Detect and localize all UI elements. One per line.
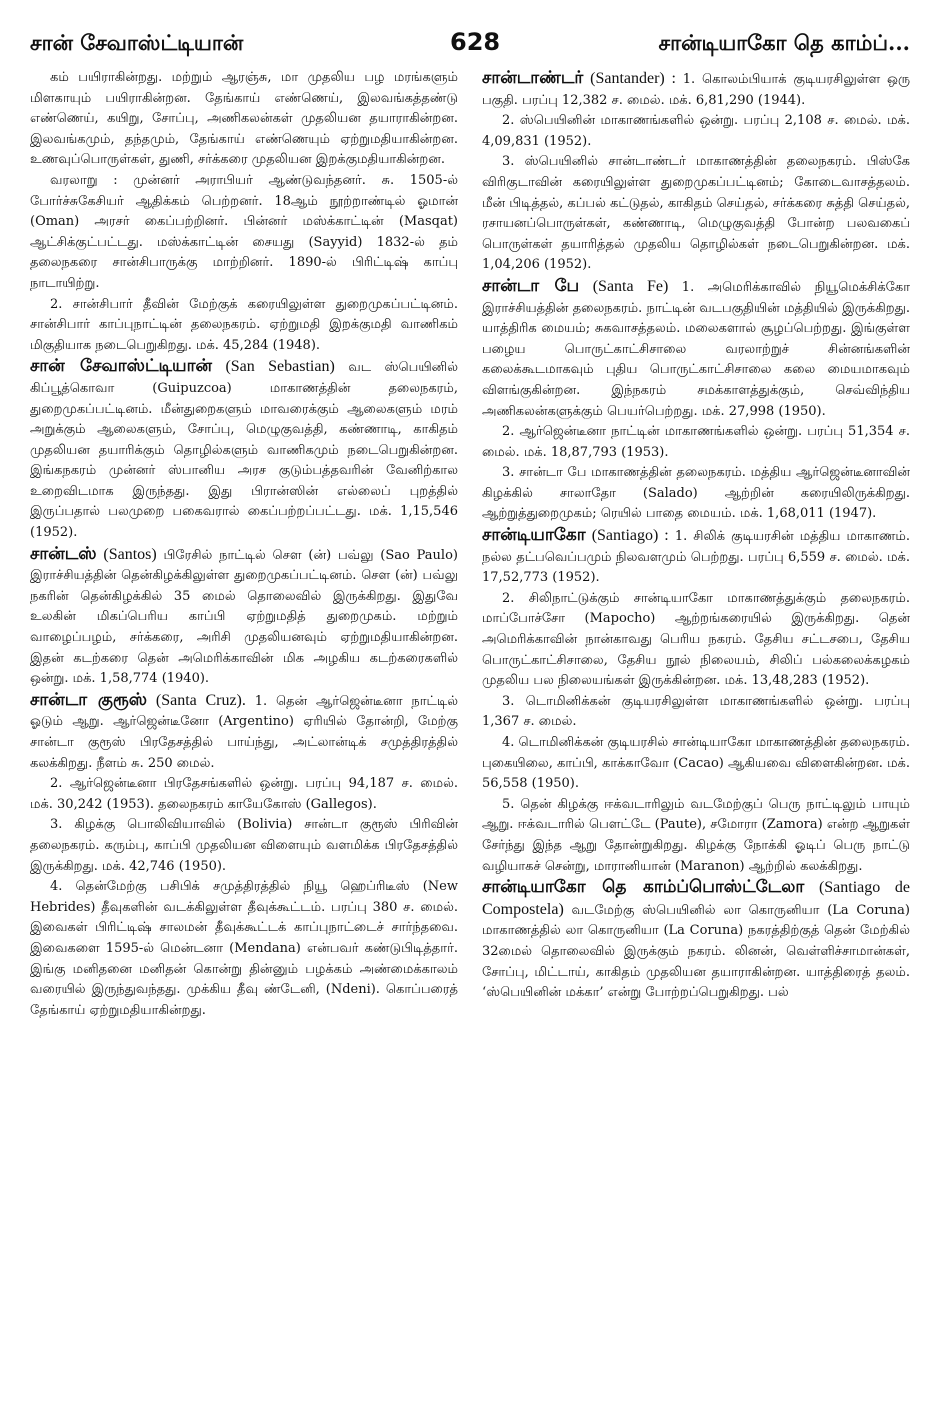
body-paragraph: 2. ஆர்ஜென்டீனா பிரதேசங்களில் ஒன்று. பரப்பு 94,187 ச. மைல். மக். 30,242 (1953). தலைநகரம் காயேகோஸ் (Gallegos). — [30, 776, 458, 812]
body-paragraph: 4. தென்மேற்கு பசிபிக் சமுத்திரத்தில் நியூ ஹெப்ரிடீஸ் (New Hebrides) தீவுகளின் வடக்கிலுள்ள தீவுக்கூட்டம். பரப்பு 380 ச. மைல். இவைகள் பிரிட்டிஷ் சாலமன் தீவுக்கூட்டக் காப்புநாட்டைச் சார்ந்தவை. இவைகளை 1595-ல் மென்டனா (Mendana) என்பவர் கண்டுபிடித்தார். இங்கு மனிதனை மனிதன் கொன்று தின்னும் பழக்கம் அண்மைக்காலம் வரையில் இருந்துவந்தது. முக்கிய தீவு ண்டேனி, (Ndeni). கொப்பரைத் தேங்காய் ஏற்றுமதியாகின்றது. — [30, 879, 458, 1018]
body-paragraph: 2. சிலிநாட்டுக்கும் சான்டியாகோ மாகாணத்துக்கும் தலைநகரம். மாப்போச்சோ (Mapocho) ஆற்றங்கரையில் இருக்கிறது. தென் அமெரிக்காவின் நான்காவது பெரிய நகரம். தேசிய சட்டசபை, தேசிய பொருட்காட்சிசாலை, தேசிய நூல் நிலையம், சிலிப் பல்கலைக்கழகம் முதலிய பல நிலையங்கள் இருக்கின்றன. மக். 13,48,283 (1952). — [482, 590, 910, 689]
page-header — [30, 26, 910, 66]
entry-body-text: வட ஸ்பெயினில் கிப்பூத்கொவா (Guipuzcoa) மாகாணத்தின் தலைநகரம், துறைமுகப்பட்டினம். மீன்துறைகளும் மாவரைக்கும் ஆலைகளும் மரம் அறுக்கும் ஆலைகளும், சோப்பு, மெழுகுவத்தி, கண்ணாடி, காகிதம் முதலியன தயாரிக்கும் தொழில்களும் வாணிகமும் நடைபெறுகின்றன. இங்கநகரம் முன்னர் ஸ்பானிய அரச குடும்பத்தவரின் வேனிற்கால உறைவிடமாக இருந்தது. இது பிரான்ஸின் எல்லைப் புறத்தில் இருப்பதால் பலமுறை பகைவரால் கைப்பற்றப்பட்டது. மக். 1,15,546 (1952). — [30, 360, 458, 541]
entry-headword-english: (Santa Cruz). — [155, 691, 246, 709]
body-paragraph: 5. தென் கிழக்கு ஈக்வடாரிலும் வடமேற்குப் பெரு நாட்டிலும் பாயும் ஆறு. ஈக்வடாரில் பௌட்டே (Paute), சமோரா (Zamora) என்ற ஆறுகள் சேர்ந்து இந்த ஆறு தோன்றுகிறது. கிழக்கு நோக்கி ஓடிப் பெரு நாட்டு வழியாகச் சென்று, மாரானியான் (Maranon) ஆற்றில் கலக்கிறது. — [482, 796, 910, 874]
entry-headword: சான்டா குரூஸ் — [30, 689, 148, 710]
body-paragraph: கம் பயிராகின்றது. மற்றும் ஆரஞ்சு, மா முதலிய பழ மரங்களும் மிளகாயும் பயிராகின்றன. தேங்காய் எண்ணெய், இலவங்கத்தண்டு எண்ணெய், கயிறு, சோப்பு, அணிகலன்கள் முதலியன தயாராகின்றன. இலவங்கமும், தந்தமும், தேங்காய் எண்ணெயும் ஏற்றுமதியாகின்றன. உணவுப்பொருள்கள், துணி, சர்க்கரை முதலியன இறக்குமதியாகின்றன. — [30, 70, 458, 168]
entry-headword-english: (San Sebastian) — [225, 358, 335, 376]
entry-headword-english: (Santander) : — [590, 70, 676, 87]
page-number: 628 — [450, 28, 501, 56]
body-paragraph: 2. சான்சிபார் தீவின் மேற்குக் கரையிலுள்ள துறைமுகப்பட்டினம். சான்சிபார் காப்புநாட்டின் தலைநகரம். ஏற்றுமதி இறக்குமதி வாணிகம் மிகுதியாக நடைபெறுகிறது. மக். 45,284 (1948). — [30, 296, 458, 353]
entry-headword: சான்டா பே — [482, 275, 580, 296]
entry-body-text: பிரேசில் நாட்டில் சௌ (ன்) பவ்லு (Sao Paulo) இராச்சியத்தின் தென்கிழக்கிலுள்ள துறைமுகப்பட்டினம். சௌ (ன்) பவ்லு நகரின் தென்கிழக்கில் 35 மைல் தொலைவில் இருக்கிறது. இதுவே உலகின் மிகப்பெரிய காப்பி ஏற்றுமதித் துறைமுகம். மற்றும் வாழைப்பழம், சர்க்கரை, அரிசி முதலியனவும் ஏற்றுமதியாகின்றன. இதன் கடற்கரை தென் அமெரிக்காவின் மிக அழகிய கடற்கரைகளில் ஒன்று. மக். 1,58,774 (1940). — [30, 547, 458, 687]
entry-headword-english: (Santiago de Compostela) — [482, 879, 910, 918]
body-paragraph: 2. ஸ்பெயினின் மாகாணங்களில் ஒன்று. பரப்பு 2,108 ச. மைல். மக். 4,09,831 (1952). — [482, 113, 910, 149]
entry-headword: சான்டியாகோ தெ காம்ப்பொஸ்ட்டேலா — [482, 877, 805, 898]
entry-body-text: 1. கொலம்பியாக் குடியரசிலுள்ள ஒரு பகுதி. பரப்பு 12,382 ச. மைல். மக். 6,81,290 (1944). — [482, 72, 910, 108]
body-paragraph: 3. டொமினிக்கன் குடியரசிலுள்ள மாகாணங்களில் ஒன்று. பரப்பு 1,367 ச. மைல். — [482, 693, 910, 730]
entry-paragraph — [30, 356, 458, 543]
entry-headword-english: (Santiago) : — [591, 527, 669, 545]
running-head-left: சான் சேவாஸ்ட்டியான் — [30, 30, 244, 55]
entry-headword: சான்டாண்டர் — [482, 68, 584, 88]
entry-paragraph — [30, 690, 458, 774]
body-paragraph: 3. சான்டா பே மாகாணத்தின் தலைநகரம். மத்திய ஆர்ஜென்டீனாவின் கிழக்கில் சாலாதோ (Salado) ஆற்றின் கரையிலிருக்கிறது. ஆற்றுத்துறைமுகம்; ரெயில் பாதை மையம். மக். 1,68,011 (1947). — [482, 465, 910, 522]
entry-paragraph — [482, 877, 910, 1004]
entry-headword: சான் சேவாஸ்ட்டியான் — [30, 356, 212, 377]
entry-paragraph — [482, 525, 910, 589]
entry-paragraph — [482, 276, 910, 422]
left-column — [30, 68, 458, 1021]
entry-paragraph — [482, 68, 910, 111]
running-head-right: சான்டியாகோ தெ காம்ப்... — [658, 30, 910, 55]
body-paragraph: வரலாறு : முன்னர் அராபியர் ஆண்டுவந்தனர். சு. 1505-ல் போர்ச்சுகேசியர் ஆதிக்கம் பெற்றனர். 18ஆம் நூற்றாண்டில் ஓமான் (Oman) அரசர் கைப்பற்றினர். பின்னர் மஸ்க்காட்டின் (Masqat) ஆட்சிக்குட்பட்டது. மஸ்க்காட்டின் சையது (Sayyid) 1832-ல் தம் தலைநகரை சான்சிபாருக்கு மாற்றினர். 1890-ல் பிரிட்டிஷ் காப்பு நாடாயிற்று. — [30, 172, 458, 291]
entry-headword: சான்டியாகோ — [482, 525, 586, 546]
entry-body-text: வடமேற்கு ஸ்பெயினில் லா கொருனியா (La Coruna) மாகாணத்தில் லா கொருனியா (La Coruna) நகரத்திற்குத் தென் மேற்கில் 32மைல் தொலைவில் இருக்கும் நகரம். லினன், வெள்ளிச்சாமான்கள், சோப்பு, மிட்டாய், காகிதம் முதலியன தயாராகின்றன. யாத்திரைத் தலம். ‘ஸ்பெயினின் மக்கா’ என்று போற்றப்பெறுகிறது. பல் — [482, 902, 910, 1001]
entry-headword-english: (Santa Fe) — [592, 277, 669, 295]
body-paragraph: 4. டொமினிக்கன் குடியரசில் சான்டியாகோ மாகாணத்தின் தலைநகரம். புகையிலை, காப்பி, காக்காவோ (Cacao) ஆகியவை விளைகின்றன. மக். 56,558 (1950). — [482, 735, 910, 792]
entry-body-text: 1. தென் ஆர்ஜென்டீனா நாட்டில் ஓடும் ஆறு. ஆர்ஜென்டீனோ (Argentino) ஏரியில் தோன்றி, மேற்கு சான்டா குரூஸ் பிரதேசத்தில் பாய்ந்து, அட்லான்டிக் சமுத்திரத்தில் கலக்கிறது. நீளம் சு. 250 மைல். — [30, 693, 458, 771]
entry-paragraph — [30, 544, 458, 690]
entry-headword-english: (Santos) — [103, 545, 157, 563]
body-paragraph: 2. ஆர்ஜென்டீனா நாட்டின் மாகாணங்களில் ஒன்று. பரப்பு 51,354 ச. மைல். மக். 18,87,793 (1953). — [482, 424, 910, 460]
entry-body-text: 1. அமெரிக்காவில் நியூமெக்சிக்கோ இராச்சியத்தின் தலைநகரம். நாட்டின் வடபகுதியின் மத்தியில் இருக்கிறது. யாத்திரிக மையம்; சுகவாசத்தலம். மலைகளால் சூழப்பெற்றது. இங்குள்ள பழைய பொருட்காட்சிசாலை வரலாற்றுச் சின்னங்களின் கலைக்கூடமாகவும் புதிய பொருட்காட்சிசாலை கலை மையமாகவும் விளங்குகின்றன. இந்நகரம் சமக்காளத்துக்கும், செவ்விந்திய அணிகலன்களுக்கும் பெயர்பெற்றது. மக். 27,998 (1950). — [482, 279, 910, 419]
two-column-body — [30, 68, 910, 1021]
body-paragraph: 3. கிழக்கு பொலிவியாவில் (Bolivia) சான்டா குரூஸ் பிரிவின் தலைநகரம். கரும்பு, காப்பி முதலியன விளையும் வளமிக்க பிரதேசத்தில் இருக்கிறது. மக். 42,746 (1950). — [30, 817, 458, 874]
entry-body-text: 1. சிலிக் குடியரசின் மத்திய மாகாணம். நல்ல தட்பவெப்பமும் நிலவளமும் பெற்றது. பரப்பு 6,559 ச. மைல். மக். 17,52,773 (1952). — [482, 529, 910, 586]
right-column — [482, 68, 910, 1021]
entry-headword: சான்டஸ் — [30, 543, 97, 564]
body-paragraph: 3. ஸ்பெயினில் சான்டாண்டர் மாகாணத்தின் தலைநகரம். பிஸ்கே விரிகுடாவின் கரையிலுள்ள துறைமுகப்பட்டினம்; கோடைவாசத்தலம். மீன் பிடித்தல், கப்பல் கட்டுதல், காகிதம் செய்தல், சர்க்கரை சுத்தி செய்தல், ரசாயனப்பொருள்கள், கண்ணாடி, மெழுகுவத்தி போன்ற பலவகைப் பொருள்கள் தயாரித்தல் முதலிய தொழில்கள் நடைபெறுகின்றன. மக். 1,04,206 (1952). — [482, 154, 910, 273]
